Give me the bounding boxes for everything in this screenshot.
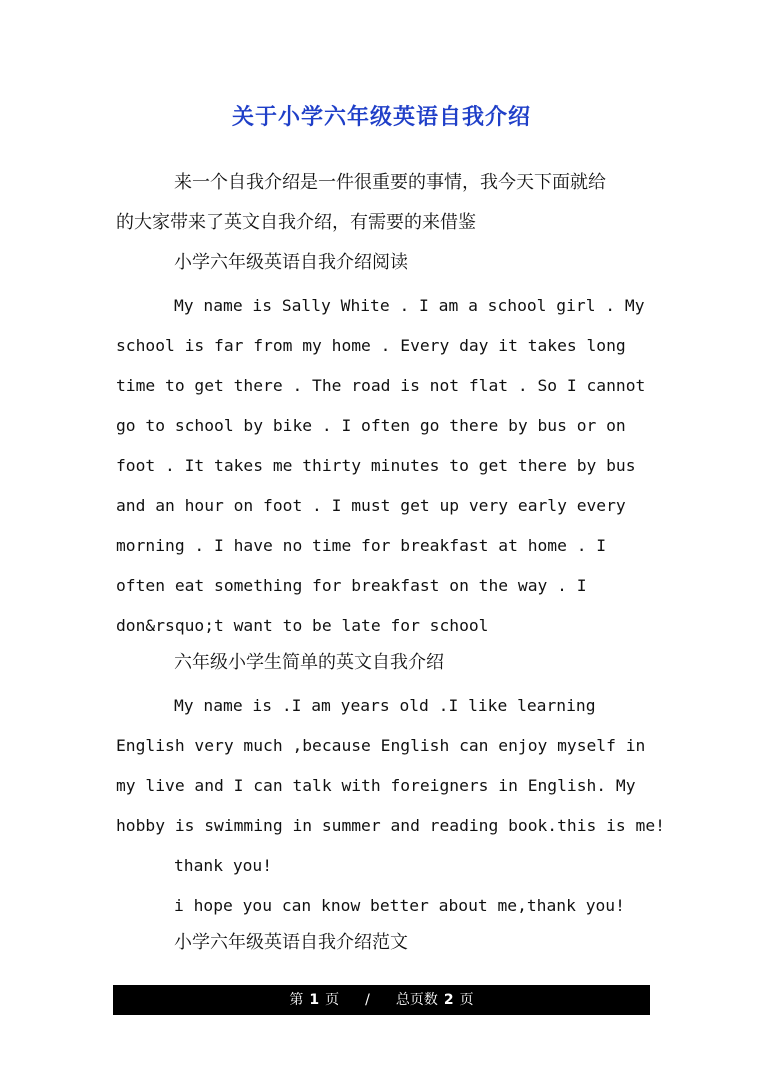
intro-line-2: 的大家带来了英文自我介绍，有需要的来借鉴 [116, 212, 476, 233]
passage1-line: morning . I have no time for breakfast at home . I [116, 536, 607, 555]
section-heading-simple: 六年级小学生简单的英文自我介绍 [174, 652, 444, 673]
passage1-line: don&rsquo;t want to be late for school [116, 616, 489, 635]
thank-you-line: thank you! [174, 856, 273, 875]
total-suffix: 页 [459, 992, 474, 1008]
document-title: 关于小学六年级英语自我介绍 [231, 105, 531, 130]
total-pages: 2 [443, 992, 454, 1008]
page-suffix: 页 [325, 992, 340, 1008]
passage1-line: foot . It takes me thirty minutes to get there by bus [116, 456, 636, 475]
passage1-line: My name is Sally White . I am a school girl . My [174, 296, 645, 315]
page-footer [113, 985, 650, 1015]
section-heading-sample: 小学六年级英语自我介绍范文 [174, 932, 408, 953]
passage1-line: school is far from my home . Every day it takes long [116, 336, 626, 355]
hope-line: i hope you can know better about me,thank you! [174, 896, 625, 915]
page-number: 1 [309, 992, 320, 1008]
total-prefix: 总页数 [395, 992, 438, 1008]
passage1-line: and an hour on foot . I must get up very early every [116, 496, 626, 515]
intro-line-1: 来一个自我介绍是一件很重要的事情，我今天下面就给 [174, 172, 606, 193]
passage2-line: English very much ,because English can enjoy myself in [116, 736, 646, 755]
passage1-line: go to school by bike . I often go there by bus or on [116, 416, 626, 435]
page-separator: / [365, 992, 370, 1008]
passage1-line: time to get there . The road is not flat . So I cannot [116, 376, 646, 395]
page-prefix: 第 [289, 992, 304, 1008]
section-heading-reading: 小学六年级英语自我介绍阅读 [174, 252, 408, 273]
passage1-line: often eat something for breakfast on the way . I [116, 576, 587, 595]
passage2-line: hobby is swimming in summer and reading book.this is me! [116, 816, 665, 835]
passage2-line: My name is .I am years old .I like learning [174, 696, 596, 715]
passage2-line: my live and I can talk with foreigners in English. My [116, 776, 636, 795]
